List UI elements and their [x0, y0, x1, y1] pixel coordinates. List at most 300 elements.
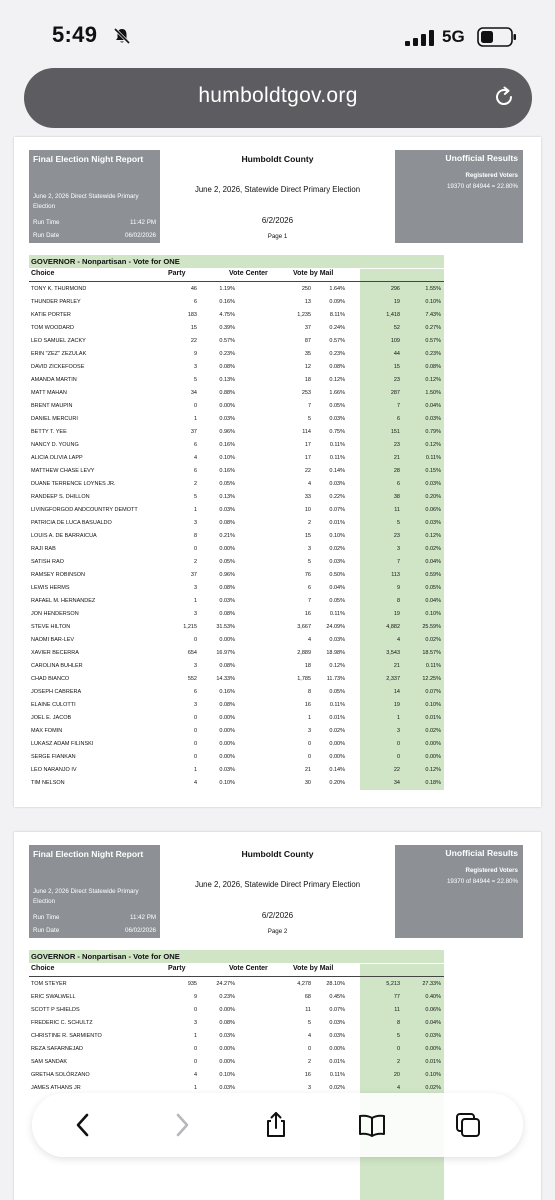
- vote-by-mail-pct: 11.73%: [326, 676, 345, 682]
- vote-by-mail-count: 30: [304, 780, 311, 786]
- vote-by-mail-count: 33: [304, 494, 311, 500]
- vote-center-pct: 0.88%: [219, 390, 235, 396]
- choice-name: MAX FOMIN: [31, 728, 63, 734]
- total-count: 0: [396, 741, 400, 747]
- results-status: Unofficial Results: [445, 153, 518, 163]
- vote-center-pct: 0.13%: [219, 494, 235, 500]
- total-pct: 0.04%: [425, 403, 441, 409]
- vote-center-pct: 0.16%: [219, 299, 235, 305]
- choice-name: TIM NELSON: [31, 780, 65, 786]
- table-row: [29, 1056, 444, 1069]
- vote-by-mail-count: 5: [307, 559, 311, 565]
- run-time-label: Run Time: [33, 914, 60, 921]
- choice-name: RAFAEL M. HERNANDEZ: [31, 598, 96, 604]
- total-pct: 0.01%: [425, 1059, 441, 1065]
- tabs-icon[interactable]: [454, 1111, 482, 1139]
- choice-name: NANCY D. YOUNG: [31, 442, 79, 448]
- choice-name: RAMSEY ROBINSON: [31, 572, 85, 578]
- vote-by-mail-pct: 0.45%: [329, 994, 345, 1000]
- vote-center-pct: 0.08%: [219, 364, 235, 370]
- total-count: 4,882: [386, 624, 400, 630]
- total-pct: 0.11%: [425, 455, 441, 461]
- vote-by-mail-count: 16: [304, 702, 311, 708]
- vote-center-pct: 0.96%: [219, 429, 235, 435]
- vote-center-pct: 0.08%: [219, 1020, 235, 1026]
- bell-muted-icon: [113, 27, 131, 45]
- total-count: 11: [394, 1007, 400, 1013]
- report-title: Final Election Night Report: [33, 154, 144, 164]
- table-row: [29, 569, 444, 582]
- vote-by-mail-count: 7: [307, 403, 311, 409]
- vote-by-mail-count: 10: [304, 507, 311, 513]
- vote-center-pct: 0.10%: [219, 780, 235, 786]
- total-pct: 0.12%: [425, 533, 441, 539]
- header-divider: [29, 281, 444, 282]
- vote-center-pct: 0.03%: [219, 598, 235, 604]
- total-pct: 0.04%: [425, 559, 441, 565]
- vote-by-mail-count: 17: [304, 442, 311, 448]
- book-icon[interactable]: [358, 1111, 386, 1139]
- vote-by-mail-count: 3: [307, 728, 311, 734]
- vote-by-mail-count: 21: [304, 767, 311, 773]
- table-row: [29, 387, 444, 400]
- total-pct: 0.02%: [425, 546, 441, 552]
- vote-by-mail-count: 6: [307, 585, 311, 591]
- total-count: 109: [390, 338, 400, 344]
- election-title: June 2, 2026, Statewide Direct Primary Election: [194, 880, 361, 889]
- choice-name: ERIC SWALWELL: [31, 994, 76, 1000]
- vote-center-count: 3: [193, 663, 197, 669]
- vote-by-mail-pct: 1.66%: [329, 390, 345, 396]
- total-count: 11: [394, 507, 400, 513]
- vote-center-count: 2: [193, 559, 197, 565]
- report-page-1: [14, 137, 541, 807]
- vote-by-mail-pct: 0.01%: [329, 520, 345, 526]
- share-icon[interactable]: [262, 1111, 290, 1139]
- vote-center-pct: 0.00%: [219, 1007, 235, 1013]
- choice-name: CHRISTINE R. SARMIENTO: [31, 1033, 102, 1039]
- total-pct: 0.10%: [425, 702, 441, 708]
- vote-by-mail-count: 12: [304, 364, 311, 370]
- vote-by-mail-pct: 0.03%: [329, 637, 345, 643]
- vote-center-count: 0: [193, 728, 197, 734]
- vote-by-mail-pct: 0.11%: [329, 455, 345, 461]
- vote-by-mail-pct: 0.09%: [329, 299, 345, 305]
- total-pct: 0.03%: [425, 481, 441, 487]
- results-status-box: [395, 845, 523, 938]
- registered-voters-label: Registered Voters: [465, 867, 518, 874]
- table-row: [29, 400, 444, 413]
- table-row: [29, 530, 444, 543]
- total-pct: 0.06%: [425, 507, 441, 513]
- vote-center-pct: 0.13%: [219, 377, 235, 383]
- total-pct: 0.20%: [425, 494, 441, 500]
- vote-by-mail-pct: 0.03%: [329, 1033, 345, 1039]
- total-count: 52: [393, 325, 400, 331]
- vote-center-count: 6: [193, 468, 197, 474]
- choice-name: TOM WOODARD: [31, 325, 74, 331]
- vote-center-pct: 0.00%: [219, 546, 235, 552]
- run-date-value: 06/02/2026: [125, 927, 156, 934]
- choice-name: RANDEEP S. DHILLON: [31, 494, 90, 500]
- election-title: June 2, 2026, Statewide Direct Primary Election: [194, 185, 361, 194]
- table-row: [29, 439, 444, 452]
- total-count: 7: [396, 403, 400, 409]
- total-count: 22: [393, 767, 400, 773]
- choice-name: LEO SAMUEL ZACKY: [31, 338, 86, 344]
- vote-by-mail-count: 4: [307, 637, 311, 643]
- vote-by-mail-count: 8: [307, 689, 311, 695]
- choice-name: REZA SAFARNEJAD: [31, 1046, 83, 1052]
- total-pct: 0.04%: [425, 598, 441, 604]
- vote-center-count: 5: [193, 377, 197, 383]
- total-pct: 0.23%: [425, 351, 441, 357]
- page-number: Page 2: [267, 928, 288, 935]
- total-pct: 0.06%: [425, 1007, 441, 1013]
- vote-center-count: 935: [187, 981, 197, 987]
- vote-center-count: 1: [193, 1033, 197, 1039]
- table-row: [29, 764, 444, 777]
- table-row: [29, 699, 444, 712]
- vote-by-mail-pct: 0.05%: [329, 598, 345, 604]
- total-count: 151: [390, 429, 400, 435]
- table-row: [29, 335, 444, 348]
- report-title: Final Election Night Report: [33, 849, 144, 859]
- total-count: 23: [393, 533, 400, 539]
- vote-by-mail-count: 1,235: [297, 312, 311, 318]
- table-row: [29, 751, 444, 764]
- url-text[interactable]: humboldtgov.org: [198, 84, 358, 107]
- total-count: 19: [393, 702, 400, 708]
- vote-center-count: 9: [193, 351, 197, 357]
- choice-name: RAJI RAB: [31, 546, 56, 552]
- vote-by-mail-pct: 0.02%: [329, 1085, 345, 1091]
- vote-by-mail-count: 5: [307, 416, 311, 422]
- total-count: 1: [396, 715, 400, 721]
- table-row: [29, 309, 444, 322]
- choice-name: LIVINGFORGOD ANDCOUNTRY DEMOTT: [31, 507, 138, 513]
- report-date: 6/2/2026: [261, 911, 294, 920]
- vote-center-pct: 0.10%: [219, 1072, 235, 1078]
- total-pct: 0.12%: [425, 767, 441, 773]
- vote-center-pct: 0.03%: [219, 1085, 235, 1091]
- vote-center-count: 3: [193, 702, 197, 708]
- chevron-left-icon[interactable]: [70, 1111, 98, 1139]
- total-count: 2,337: [386, 676, 400, 682]
- vote-by-mail-pct: 0.02%: [329, 546, 345, 552]
- vote-by-mail-count: 11: [305, 1007, 311, 1013]
- county-name: Humboldt County: [241, 849, 314, 859]
- vote-by-mail-pct: 0.00%: [329, 754, 345, 760]
- total-pct: 0.03%: [425, 416, 441, 422]
- vote-by-mail-count: 18: [304, 377, 311, 383]
- choice-name: LEWIS HERMS: [31, 585, 70, 591]
- vote-center-pct: 4.75%: [219, 312, 235, 318]
- vote-by-mail-count: 1,785: [297, 676, 311, 682]
- choice-name: TONY K. THURMOND: [31, 286, 87, 292]
- total-count: 21: [393, 455, 400, 461]
- total-pct: 1.50%: [425, 390, 441, 396]
- choice-name: XAVIER BECERRA: [31, 650, 79, 656]
- table-row: [29, 322, 444, 335]
- vote-center-count: 1: [193, 507, 197, 513]
- vote-center-pct: 0.03%: [219, 1033, 235, 1039]
- vote-center-count: 0: [193, 403, 197, 409]
- table-row: [29, 608, 444, 621]
- col-vote-by-mail: Vote by Mail: [293, 270, 334, 277]
- table-row: [29, 491, 444, 504]
- choice-name: KATIE PORTER: [31, 312, 71, 318]
- choice-name: BETTY T. YEE: [31, 429, 67, 435]
- table-row: [29, 556, 444, 569]
- total-count: 287: [390, 390, 400, 396]
- vote-center-count: 0: [193, 741, 197, 747]
- choice-name: NAOMI BAR-LEV: [31, 637, 75, 643]
- total-pct: 25.59%: [422, 624, 441, 630]
- vote-center-count: 3: [193, 364, 197, 370]
- vote-by-mail-pct: 0.03%: [329, 416, 345, 422]
- vote-center-pct: 0.03%: [219, 767, 235, 773]
- vote-center-count: 0: [193, 754, 197, 760]
- vote-center-count: 654: [187, 650, 197, 656]
- vote-center-count: 0: [193, 546, 197, 552]
- vote-by-mail-pct: 0.03%: [329, 1020, 345, 1026]
- total-count: 113: [391, 572, 400, 578]
- table-row: [29, 504, 444, 517]
- vote-by-mail-count: 37: [304, 325, 311, 331]
- vote-by-mail-pct: 0.11%: [329, 1072, 345, 1078]
- total-pct: 0.15%: [425, 468, 441, 474]
- vote-by-mail-pct: 0.14%: [329, 767, 345, 773]
- run-date-label: Run Date: [33, 232, 60, 239]
- choice-name: GRETHA SOLÓRZANO: [31, 1072, 90, 1078]
- vote-by-mail-count: 0: [307, 1046, 311, 1052]
- vote-center-count: 183: [187, 312, 197, 318]
- vote-center-pct: 0.39%: [219, 325, 235, 331]
- vote-by-mail-pct: 0.75%: [329, 429, 345, 435]
- reload-icon[interactable]: [492, 85, 516, 109]
- total-count: 2: [396, 1059, 400, 1065]
- page-number: Page 1: [267, 233, 288, 240]
- vote-center-count: 0: [193, 715, 197, 721]
- vote-by-mail-pct: 0.10%: [329, 533, 345, 539]
- signal-icon: [405, 30, 435, 46]
- table-row: [29, 738, 444, 751]
- total-pct: 0.12%: [425, 377, 441, 383]
- total-count: 9: [396, 585, 400, 591]
- table-row: [29, 621, 444, 634]
- vote-center-count: 3: [193, 611, 197, 617]
- total-pct: 0.27%: [425, 325, 441, 331]
- address-bar[interactable]: [24, 68, 532, 128]
- vote-center-pct: 0.57%: [219, 338, 235, 344]
- total-count: 7: [396, 559, 400, 565]
- vote-by-mail-pct: 0.03%: [329, 481, 345, 487]
- vote-center-pct: 16.97%: [216, 650, 235, 656]
- vote-by-mail-count: 18: [304, 663, 311, 669]
- vote-by-mail-pct: 0.24%: [329, 325, 345, 331]
- table-row: [29, 1069, 444, 1082]
- vote-center-pct: 0.00%: [219, 754, 235, 760]
- report-info-box: [29, 150, 160, 243]
- total-pct: 0.10%: [425, 299, 441, 305]
- vote-center-count: 15: [190, 325, 197, 331]
- status-bar: [0, 0, 555, 66]
- vote-center-pct: 0.03%: [219, 416, 235, 422]
- vote-by-mail-count: 0: [307, 754, 311, 760]
- vote-by-mail-count: 114: [302, 429, 311, 435]
- vote-by-mail-count: 3: [307, 1085, 311, 1091]
- total-count: 44: [393, 351, 400, 357]
- total-count: 4: [396, 1085, 400, 1091]
- run-time-label: Run Time: [33, 219, 60, 226]
- total-pct: 0.02%: [425, 637, 441, 643]
- vote-by-mail-count: 16: [304, 611, 311, 617]
- report-info-box: [29, 845, 160, 938]
- vote-by-mail-pct: 0.57%: [329, 338, 345, 344]
- choice-name: MATTHEW CHASE LEVY: [31, 468, 95, 474]
- choice-name: SERGE FIANKAN: [31, 754, 76, 760]
- vote-center-pct: 0.10%: [219, 455, 235, 461]
- total-count: 8: [396, 598, 400, 604]
- total-count: 3: [396, 728, 400, 734]
- vote-by-mail-pct: 0.01%: [329, 715, 345, 721]
- vote-center-pct: 0.23%: [219, 994, 235, 1000]
- choice-name: THUNDER PARLEY: [31, 299, 81, 305]
- table-row: [29, 634, 444, 647]
- vote-center-count: 6: [193, 689, 197, 695]
- vote-center-pct: 0.03%: [219, 507, 235, 513]
- vote-center-count: 0: [193, 1007, 197, 1013]
- total-count: 77: [393, 994, 400, 1000]
- total-pct: 7.43%: [425, 312, 441, 318]
- total-pct: 0.02%: [425, 1085, 441, 1091]
- run-date-label: Run Date: [33, 927, 60, 934]
- vote-by-mail-pct: 0.50%: [329, 572, 345, 578]
- vote-center-count: 1,215: [183, 624, 197, 630]
- vote-center-count: 1: [193, 1085, 197, 1091]
- vote-by-mail-pct: 0.20%: [329, 780, 345, 786]
- results-status: Unofficial Results: [445, 848, 518, 858]
- choice-name: FREDERIC C. SCHULTZ: [31, 1020, 93, 1026]
- vote-center-pct: 0.05%: [219, 481, 235, 487]
- choice-name: ERIN "ZEZ" ZEZULAK: [31, 351, 87, 357]
- vote-by-mail-count: 250: [301, 286, 311, 292]
- vote-center-pct: 0.00%: [219, 715, 235, 721]
- choice-name: JAMES ATHANS JR: [31, 1085, 81, 1091]
- table-row: [29, 426, 444, 439]
- election-name: June 2, 2026 Direct Statewide Primary Election: [33, 888, 139, 905]
- total-count: 1,418: [386, 312, 400, 318]
- vote-by-mail-pct: 0.04%: [329, 585, 345, 591]
- vote-by-mail-pct: 0.14%: [329, 468, 345, 474]
- vote-by-mail-pct: 0.11%: [329, 702, 345, 708]
- total-count: 23: [393, 442, 400, 448]
- col-choice: Choice: [31, 965, 55, 972]
- table-row: [29, 361, 444, 374]
- total-count: 23: [393, 377, 400, 383]
- vote-center-count: 22: [190, 338, 197, 344]
- vote-center-count: 3: [193, 585, 197, 591]
- run-date-row: [33, 927, 156, 934]
- total-count: 0: [396, 754, 400, 760]
- vote-by-mail-count: 16: [304, 1072, 311, 1078]
- header-divider: [29, 976, 444, 977]
- vote-by-mail-count: 68: [304, 994, 311, 1000]
- network-type: 5G: [442, 27, 465, 46]
- vote-by-mail-count: 2,889: [297, 650, 311, 656]
- run-time-value: 11:42 PM: [129, 914, 156, 921]
- vote-center-count: 1: [193, 767, 197, 773]
- table-row: [29, 595, 444, 608]
- choice-name: JOSEPH CABRERA: [31, 689, 82, 695]
- vote-center-count: 552: [187, 676, 197, 682]
- vote-center-count: 46: [190, 286, 197, 292]
- registered-voters-label: Registered Voters: [465, 172, 518, 179]
- choice-name: SATISH RAO: [31, 559, 64, 565]
- vote-by-mail-count: 2: [307, 520, 311, 526]
- run-time-row: [33, 219, 156, 226]
- vote-by-mail-pct: 0.05%: [329, 403, 345, 409]
- registered-voters-stat: 19370 of 84944 = 22.80%: [446, 878, 518, 885]
- vote-center-count: 0: [193, 637, 197, 643]
- total-count: 15: [393, 364, 400, 370]
- vote-by-mail-count: 1: [307, 715, 311, 721]
- total-count: 5: [396, 520, 400, 526]
- vote-by-mail-pct: 8.11%: [329, 312, 345, 318]
- total-pct: 0.04%: [425, 1020, 441, 1026]
- vote-center-pct: 0.05%: [219, 559, 235, 565]
- total-count: 3: [396, 546, 400, 552]
- vote-center-pct: 0.00%: [219, 403, 235, 409]
- total-pct: 0.79%: [425, 429, 441, 435]
- vote-center-count: 4: [193, 780, 197, 786]
- vote-by-mail-pct: 0.07%: [329, 507, 345, 513]
- vote-by-mail-pct: 0.11%: [329, 611, 345, 617]
- total-pct: 0.01%: [425, 715, 441, 721]
- vote-by-mail-count: 15: [304, 533, 311, 539]
- vote-center-count: 8: [193, 533, 197, 539]
- choice-name: TOM STEYER: [31, 981, 67, 987]
- browser-toolbar: [32, 1093, 523, 1157]
- vote-by-mail-pct: 0.08%: [329, 364, 345, 370]
- col-party: Party: [168, 965, 186, 972]
- choice-name: SCOTT P SHIELDS: [31, 1007, 80, 1013]
- total-count: 6: [396, 481, 400, 487]
- run-date-value: 06/02/2026: [125, 232, 156, 239]
- vote-center-pct: 0.00%: [219, 1046, 235, 1052]
- total-pct: 0.12%: [425, 442, 441, 448]
- table-row: [29, 543, 444, 556]
- vote-center-count: 1: [193, 416, 197, 422]
- vote-by-mail-count: 13: [304, 299, 311, 305]
- vote-center-pct: 0.96%: [219, 572, 235, 578]
- county-name: Humboldt County: [241, 154, 314, 164]
- registered-voters-stat: 19370 of 84944 = 22.80%: [446, 183, 518, 190]
- vote-by-mail-count: 17: [304, 455, 311, 461]
- table-row: [29, 517, 444, 530]
- vote-by-mail-count: 4,278: [297, 981, 311, 987]
- total-count: 19: [393, 611, 400, 617]
- table-row: [29, 1017, 444, 1030]
- chevron-right-icon[interactable]: [167, 1111, 195, 1139]
- vote-center-pct: 1.19%: [219, 286, 235, 292]
- vote-by-mail-pct: 0.11%: [329, 442, 345, 448]
- table-row: [29, 1030, 444, 1043]
- total-pct: 0.00%: [425, 1046, 441, 1052]
- total-pct: 0.10%: [425, 1072, 441, 1078]
- vote-center-count: 5: [193, 494, 197, 500]
